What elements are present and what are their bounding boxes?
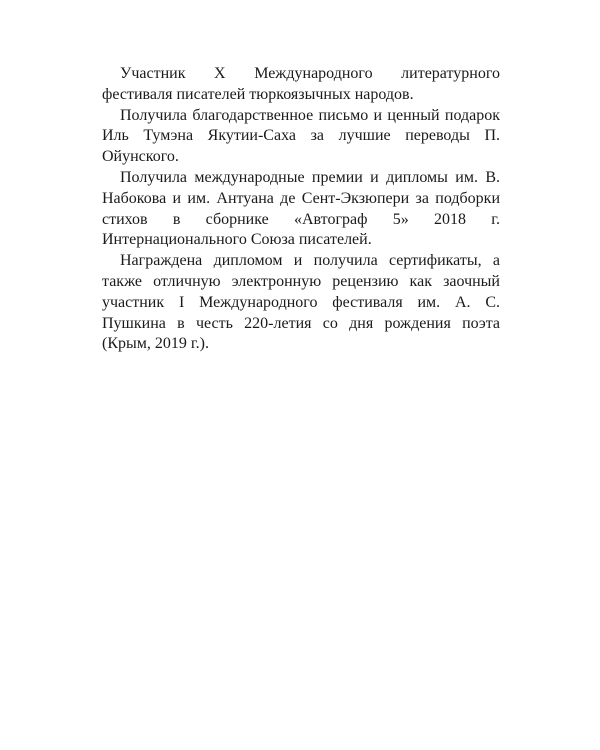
paragraph-festival-participant: Участник Х Международного литературного фестиваля писателей тюркоязычных народов.: [102, 65, 500, 103]
paragraph-gratitude-letter: Получила благодарственное письмо и ценный подарок Иль Тумэна Якутии-Саха за лучшие переводы П. Ойунского.: [102, 106, 500, 166]
paragraph-international-awards: Получила международные премии и дипломы им. В. Набокова и им. Антуана де Сент-Экзюпери за подборки стихов в сборнике «Автограф 5» 2018 г. Интернационального Союза писателей.: [102, 168, 500, 249]
body-text: [102, 64, 500, 355]
paragraph-pushkin-festival: Награждена дипломом и получила сертификаты, а также отличную электронную рецензию как заочный участник I Международного фестиваля им. А. С. Пушкина в честь 220-летия со дня рождения поэта (Крым, 2019 г.).: [102, 252, 500, 353]
